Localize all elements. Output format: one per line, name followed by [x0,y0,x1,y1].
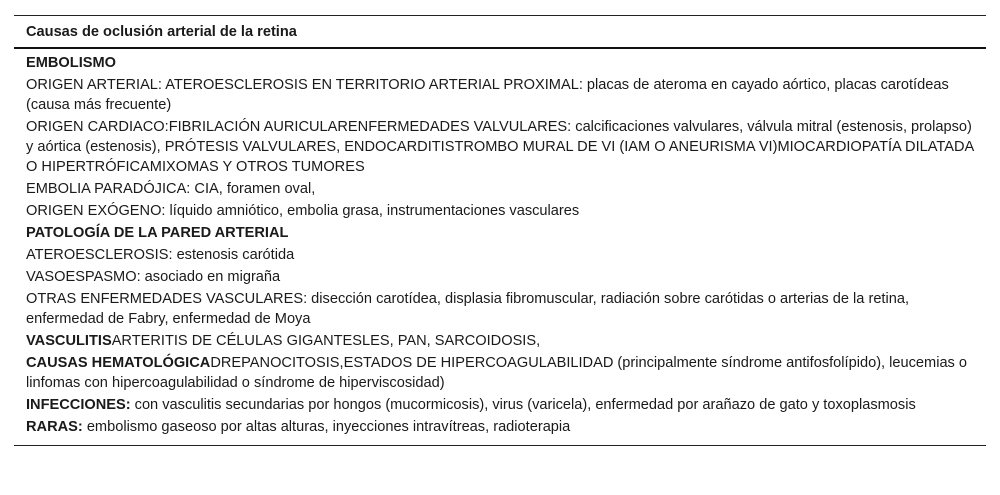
table-row [26,75,978,115]
row-heading: EMBOLISMO [26,55,116,71]
row-text: embolismo gaseoso por altas alturas, inyecciones intravítreas, radioterapia [82,419,571,435]
row-heading: CAUSAS HEMATOLÓGICA [26,355,211,371]
row-text: OTRAS ENFERMEDADES VASCULARES: disección carotídea, displasia fibromuscular, radiación sobre carótidas o arterias de la retina, enfermedad de Fabry, enfermedad de Moya [26,291,910,327]
table-bottom-rule [14,445,986,446]
table-body [14,49,986,445]
row-heading: RARAS: [26,419,83,435]
row-text: ATEROESCLEROSIS: estenosis carótida [26,247,295,263]
table-row [26,353,978,393]
table-row [26,201,978,221]
table-title: Causas de oclusión arterial de la retina [26,24,297,40]
section-heading [26,53,978,73]
causes-table [14,15,986,446]
section-heading [26,223,978,243]
table-row [26,395,978,415]
table-row [26,117,978,177]
row-text: ORIGEN CARDIACO:FIBRILACIÓN AURICULARENFERMEDADES VALVULARES: calcificaciones valvulares, válvula mitral (estenosis, prolapso) y aórtica (estenosis), PRÓTESIS VALVULARES, ENDOCARDITISTROMBO MURAL DE VI (IAM O ANEURISMA VI)MIOCARDIOPATÍA DILATADA O HIPERTRÓFICAMIXOMAS Y OTROS TUMORES [26,119,974,175]
row-heading: VASCULITIS [26,333,112,349]
table-row [26,417,978,437]
row-heading: INFECCIONES: [26,397,131,413]
row-heading: PATOLOGÍA DE LA PARED ARTERIAL [26,225,289,241]
table-row [26,331,978,351]
table-row [26,289,978,329]
row-text: ORIGEN EXÓGENO: líquido amniótico, embolia grasa, instrumentaciones vasculares [26,203,580,219]
row-text: con vasculitis secundarias por hongos (mucormicosis), virus (varicela), enfermedad por arañazo de gato y toxoplasmosis [130,397,916,413]
table-row [26,179,978,199]
table-row [26,245,978,265]
row-text: EMBOLIA PARADÓJICA: CIA, foramen oval, [26,181,316,197]
row-text: VASOESPASMO: asociado en migraña [26,269,281,285]
row-text: ORIGEN ARTERIAL: ATEROESCLEROSIS EN TERRITORIO ARTERIAL PROXIMAL: placas de ateroma en cayado aórtico, placas carotídeas (causa más frecuente) [26,77,949,113]
row-text: ARTERITIS DE CÉLULAS GIGANTESLES, PAN, SARCOIDOSIS, [111,333,541,349]
table-row [26,267,978,287]
row-text: DREPANOCITOSIS,ESTADOS DE HIPERCOAGULABILIDAD (principalmente síndrome antifosfolípido), leucemias o linfomas con hipercoagulabilidad o síndrome de hiperviscosidad) [26,355,968,391]
